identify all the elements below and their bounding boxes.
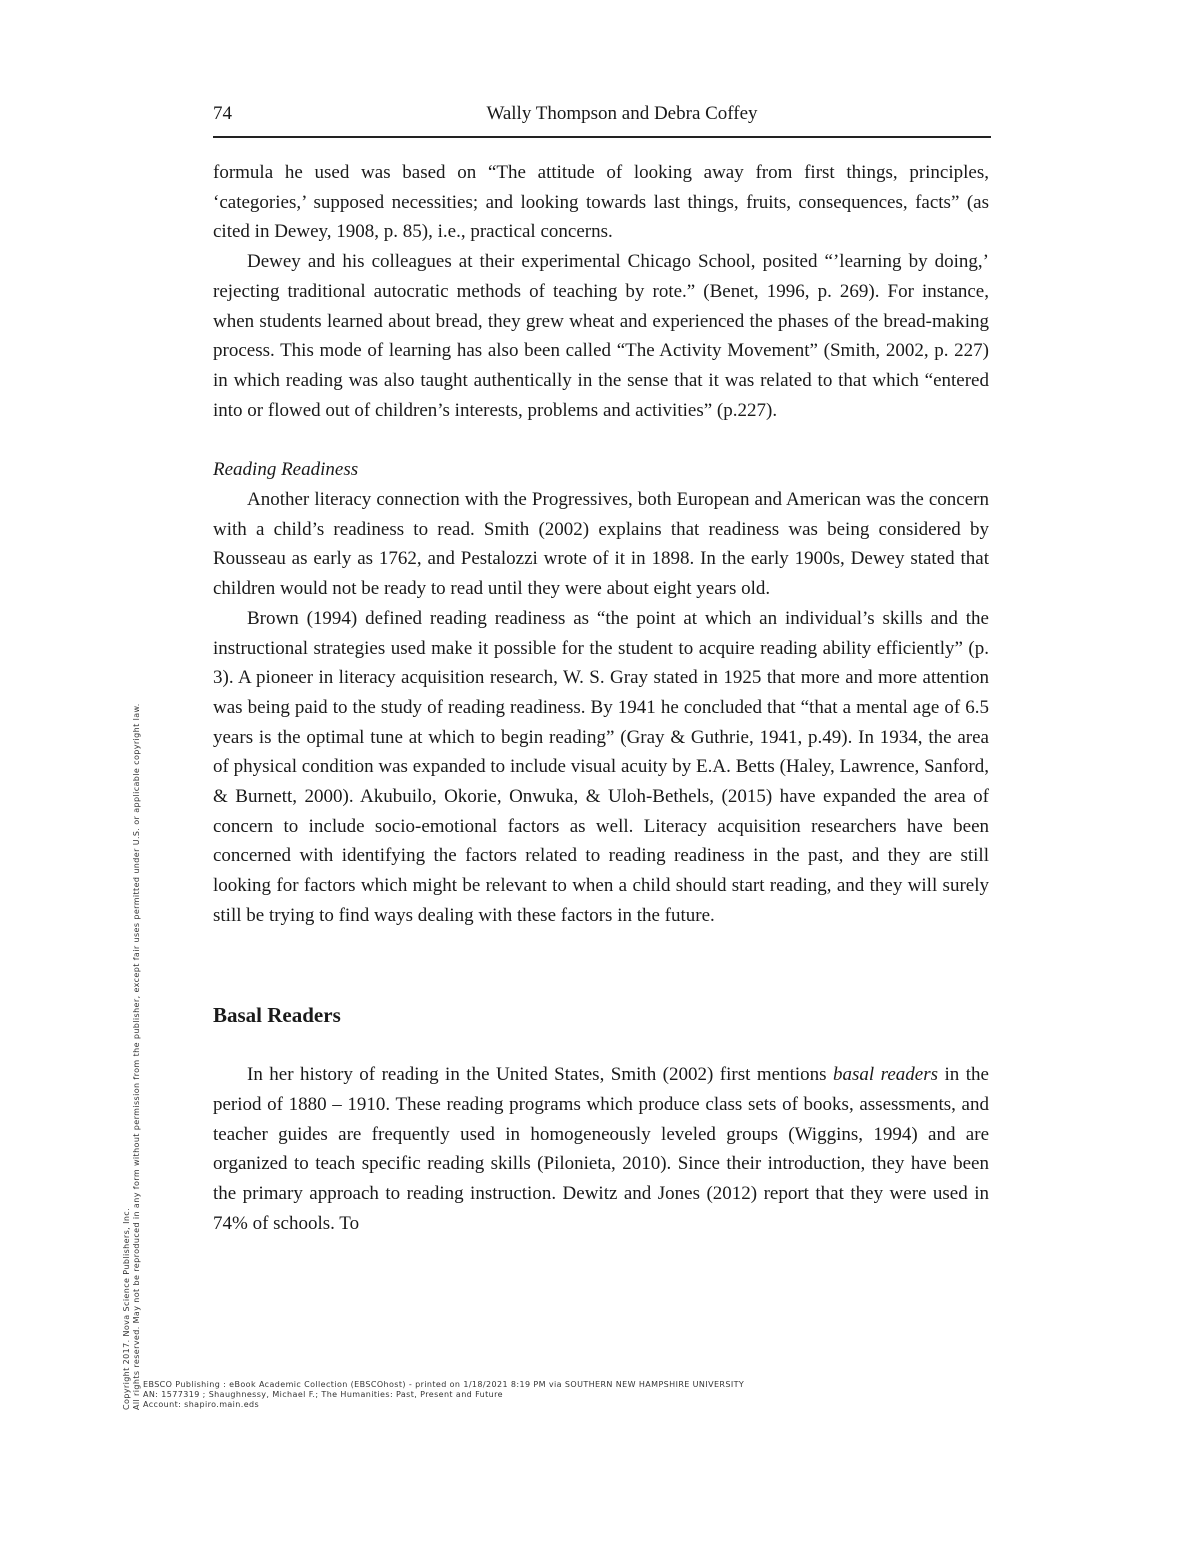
copyright-sidebar: [122, 460, 141, 1410]
header-rule: [213, 136, 991, 138]
section-heading-basal-readers: Basal Readers: [213, 1002, 341, 1027]
paragraph-progressives-readiness: Another literacy connection with the Progressives, both European and American was the concern with a child’s readiness to read. Smith (2002) explains that readiness was being considered by Rousseau as early as 1762, and Pestalozzi wrote of it in 1898. In the early 1900s, Dewey stated that children would not be ready to read until they were about eight years old.: [213, 489, 989, 600]
paragraph-basal-readers-end: in the period of 1880 – 1910. These reading programs which produce class sets of books, assessments, and teacher guides are frequently used in homogeneously leveled groups (Wiggins, 1994) and are organized to teach specific reading skills (Pilonieta, 2010). Since their introduction, they have been the primary approach to reading instruction. Dewitz and Jones (2012) report that they were used in 74% of schools. To: [213, 1064, 989, 1234]
footer-print-info: EBSCO Publishing : eBook Academic Collection (EBSCOhost) - printed on 1/18/2021 8:19 PM via SOUTHERN NEW HAMPSHIRE UNIVERSITY: [143, 1380, 745, 1389]
footer-accession-info: AN: 1577319 ; Shaughnessy, Michael F.; The Humanities: Past, Present and Future: [143, 1390, 503, 1399]
running-head: Wally Thompson and Debra Coffey: [486, 103, 758, 124]
page-number: 74: [213, 103, 232, 124]
term-basal-readers: basal readers: [833, 1064, 939, 1086]
paragraph-continuation: formula he used was based on “The attitude of looking away from first things, principles, ‘categories,’ supposed necessities; and looking towards last things, fruits, consequences, facts” (as cited in Dewey, 1908, p. 85), i.e., practical concerns.: [213, 162, 989, 243]
rights-line: All rights reserved. May not be reproduced in any form without permission from the publisher, except fair uses permitted under U.S. or applicable copyright law.: [131, 703, 141, 1410]
footer-metadata: [143, 1380, 1043, 1410]
paragraph-basal-readers-start: In her history of reading in the United States, Smith (2002) first mentions: [247, 1064, 834, 1086]
paragraph-dewey-chicago-school: Dewey and his colleagues at their experimental Chicago School, posited “’learning by doing,’ rejecting traditional autocratic methods of teaching by rote.” (Benet, 1996, p. 269). For instance, when students learned about bread, they grew wheat and experienced the phases of the bread-making process. This mode of learning has also been called “The Activity Movement” (Smith, 2002, p. 227) in which reading was also taught authentically in the sense that it was related to that which “entered into or flowed out of children’s interests, problems and activities” (p.227).: [213, 251, 989, 421]
subheading-reading-readiness: Reading Readiness: [213, 459, 359, 481]
copyright-line: Copyright 2017. Nova Science Publishers, Inc.: [122, 1207, 131, 1410]
page-header: [213, 103, 991, 131]
body-text: [213, 158, 989, 1239]
footer-account-info: Account: shapiro.main.eds: [143, 1400, 260, 1409]
paragraph-basal-readers: [213, 1060, 989, 1238]
paragraph-reading-readiness-definition: Brown (1994) defined reading readiness as “the point at which an individual’s skills and the instructional strategies used make it possible for the student to acquire reading ability efficiently” (p. 3). A pioneer in literacy acquisition research, W. S. Gray stated in 1925 that more and more attention was being paid to the study of reading readiness. By 1941 he concluded that “that a mental age of 6.5 years is the optimal tune at which to begin reading” (Gray & Guthrie, 1941, p.49). In 1934, the area of physical condition was expanded to include visual acuity by E.A. Betts (Haley, Lawrence, Sanford, & Burnett, 2000). Akubuilo, Okorie, Onwuka, & Uloh-Bethels, (2015) have expanded the area of concern to include socio-emotional factors as well. Literacy acquisition researchers have been concerned with identifying the factors related to reading readiness in the past, and they are still looking for factors which might be relevant to when a child should start reading, and they will surely still be trying to find ways dealing with these factors in the future.: [213, 607, 989, 926]
